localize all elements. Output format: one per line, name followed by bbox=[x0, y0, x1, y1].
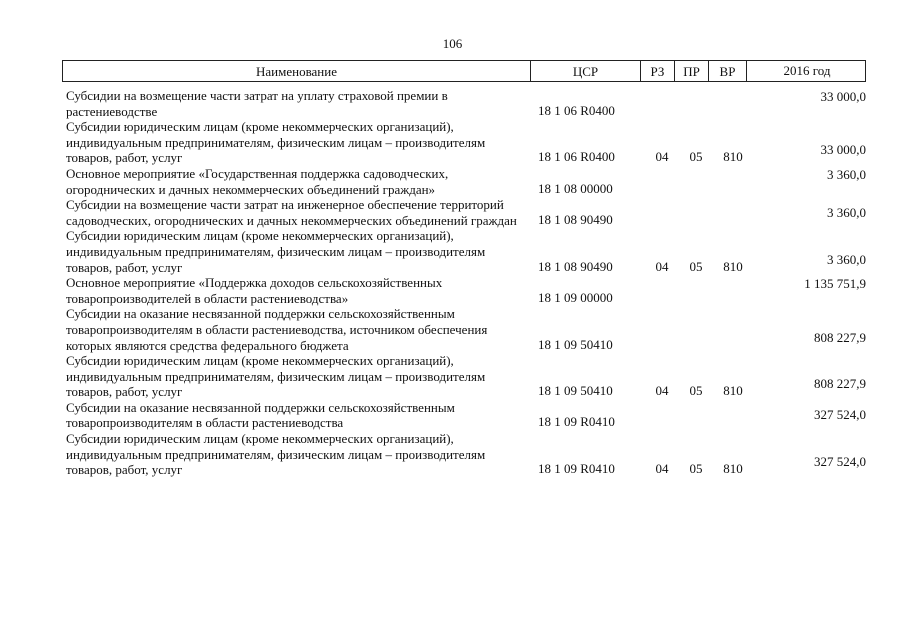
row-vr: 810 bbox=[723, 149, 743, 165]
table-row bbox=[66, 431, 866, 478]
row-pr: 05 bbox=[689, 258, 703, 274]
row-sum: 3 360,0 bbox=[827, 204, 866, 220]
header-name: Наименование bbox=[63, 61, 531, 81]
row-name: Субсидии на возмещение части затрат на уплату страховой премии в растениеводстве bbox=[66, 88, 448, 119]
row-sum: 327 524,0 bbox=[814, 407, 866, 423]
header-csr: ЦСР bbox=[531, 61, 641, 81]
row-csr: 18 1 06 R0400 bbox=[538, 102, 615, 118]
row-csr: 18 1 09 R0410 bbox=[538, 461, 615, 477]
row-csr: 18 1 08 90490 bbox=[538, 258, 613, 274]
table-row bbox=[66, 400, 866, 431]
table-row bbox=[66, 228, 866, 275]
row-csr: 18 1 08 90490 bbox=[538, 211, 613, 227]
row-name: Субсидии юридическим лицам (кроме некоммерческих организаций), индивидуальным предпринимателям, физическим лицам – производителям товаров, работ, услуг bbox=[66, 228, 486, 275]
header-pr: ПР bbox=[675, 61, 709, 81]
row-vr: 810 bbox=[723, 383, 743, 399]
row-csr: 18 1 09 00000 bbox=[538, 289, 613, 305]
row-name: Субсидии юридическим лицам (кроме некоммерческих организаций), индивидуальным предпринимателям, физическим лицам – производителям товаров, работ, услуг bbox=[66, 353, 486, 400]
header-year: 2016 год bbox=[783, 63, 831, 78]
row-pr: 05 bbox=[689, 383, 703, 399]
header-vr: ВР bbox=[709, 61, 747, 81]
row-name: Основное мероприятие «Государственная поддержка садоводческих, огороднических и дачных некоммерческих объединений граждан» bbox=[66, 165, 449, 197]
table-header bbox=[62, 60, 866, 82]
row-rz: 04 bbox=[655, 258, 669, 274]
row-sum: 3 360,0 bbox=[827, 251, 866, 267]
row-csr: 18 1 09 50410 bbox=[538, 383, 613, 399]
row-rz: 04 bbox=[655, 383, 669, 399]
row-sum: 808 227,9 bbox=[814, 376, 866, 392]
row-name: Субсидии на оказание несвязанной поддержки сельскохозяйственным товаропроизводителям в области растениеводства, источником обеспечения которых являются средства федерального бюджета bbox=[66, 306, 488, 353]
row-rz: 04 bbox=[655, 149, 669, 165]
row-pr: 05 bbox=[689, 149, 703, 165]
row-sum: 33 000,0 bbox=[820, 89, 866, 104]
row-name: Субсидии на возмещение части затрат на инженерное обеспечение территорий садоводческих, огороднических и дачных некоммерческих объединений граждан bbox=[66, 197, 517, 228]
table-row bbox=[66, 197, 866, 228]
row-vr: 810 bbox=[723, 258, 743, 274]
row-csr: 18 1 06 R0400 bbox=[538, 149, 615, 165]
row-csr: 18 1 08 00000 bbox=[538, 180, 613, 196]
row-sum: 808 227,9 bbox=[814, 329, 866, 345]
table-row bbox=[66, 166, 866, 197]
row-name: Субсидии юридическим лицам (кроме некоммерческих организаций), индивидуальным предпринимателям, физическим лицам – производителям товаров, работ, услуг bbox=[66, 431, 486, 478]
row-name: Субсидии юридическим лицам (кроме некоммерческих организаций), индивидуальным предпринимателям, физическим лицам – производителям товаров, работ, услуг bbox=[66, 119, 486, 166]
row-sum: 3 360,0 bbox=[827, 166, 866, 182]
table-row bbox=[66, 306, 866, 353]
row-name: Основное мероприятие «Поддержка доходов сельскохозяйственных товаропроизводителей в области растениеводства» bbox=[66, 275, 443, 306]
row-sum: 33 000,0 bbox=[820, 142, 866, 158]
row-name: Субсидии на оказание несвязанной поддержки сельскохозяйственным товаропроизводителям в области растениеводства bbox=[66, 399, 455, 431]
row-sum: 1 135 751,9 bbox=[804, 276, 866, 292]
table-row bbox=[66, 353, 866, 400]
table-body bbox=[66, 88, 866, 478]
row-pr: 05 bbox=[689, 461, 703, 477]
header-rz: РЗ bbox=[641, 61, 675, 81]
table-row bbox=[66, 275, 866, 306]
row-csr: 18 1 09 R0410 bbox=[538, 414, 615, 430]
page-number: 106 bbox=[442, 36, 463, 51]
table-row bbox=[66, 119, 866, 166]
row-csr: 18 1 09 50410 bbox=[538, 336, 613, 352]
row-rz: 04 bbox=[655, 461, 669, 477]
row-sum: 327 524,0 bbox=[814, 454, 866, 470]
table-row bbox=[66, 88, 866, 119]
row-vr: 810 bbox=[723, 461, 743, 477]
